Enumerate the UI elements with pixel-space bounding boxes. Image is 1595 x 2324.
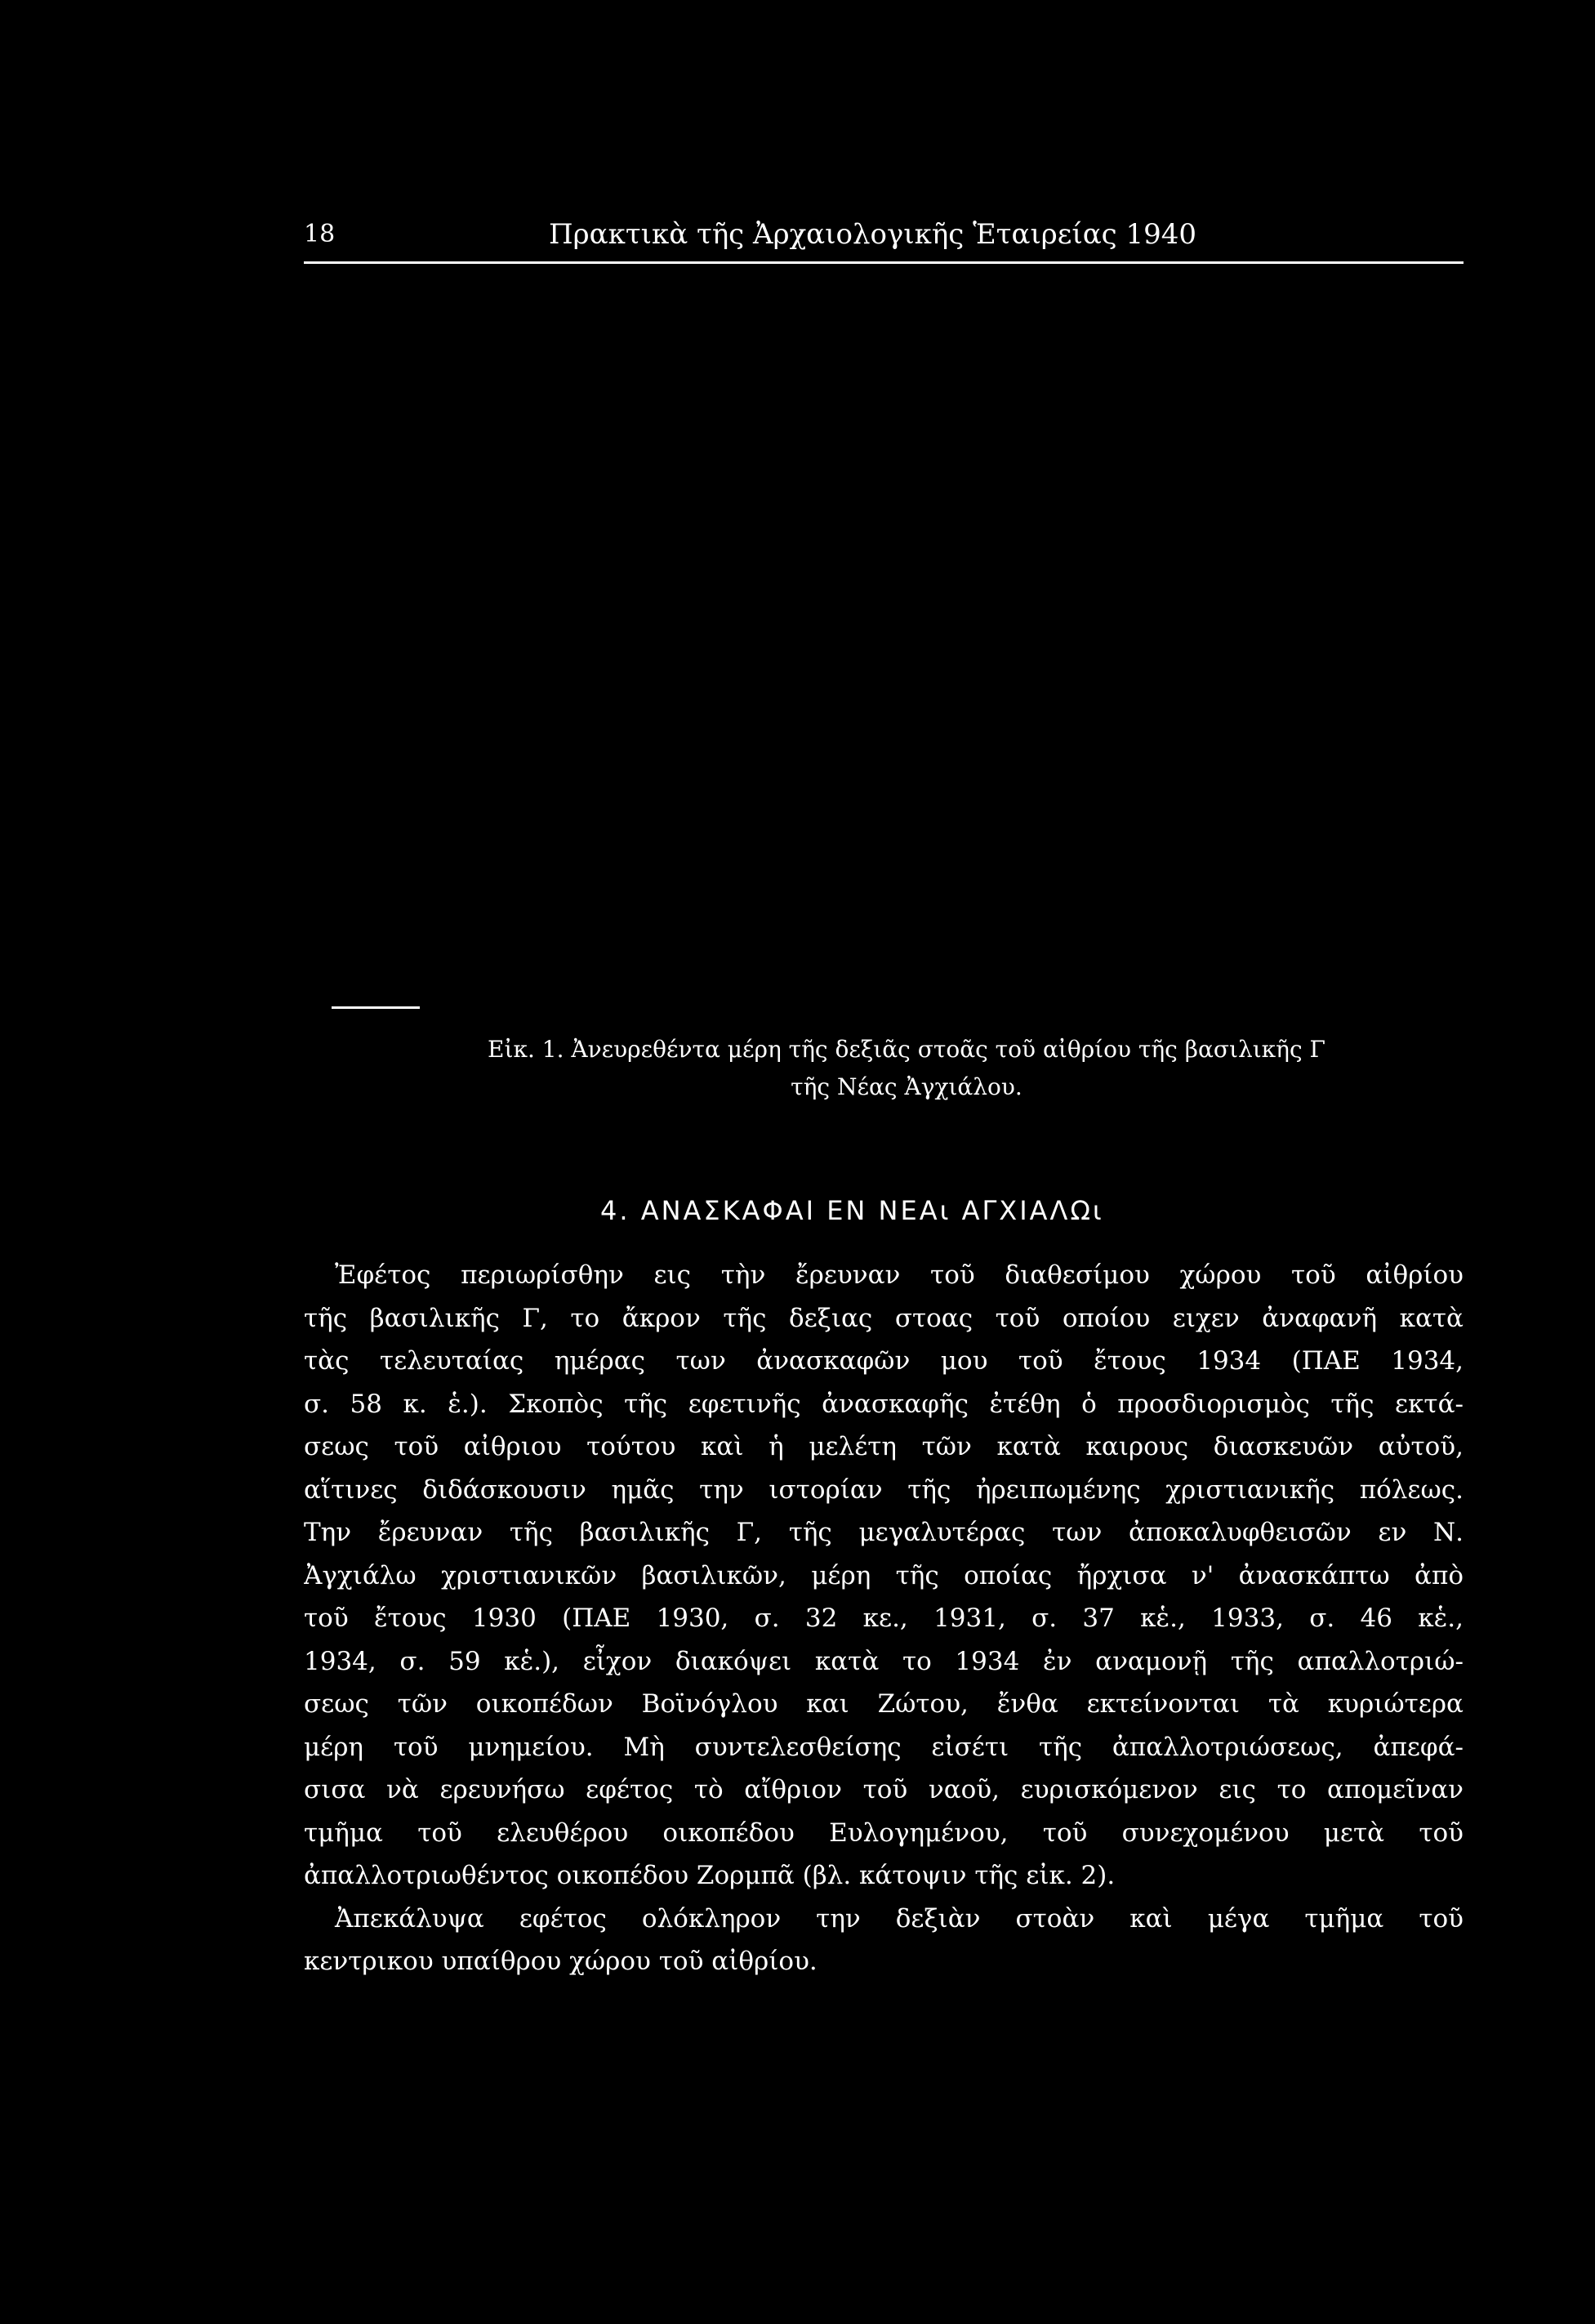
caption-line-1: Εἰκ. 1. Ἀνευρεθέντα μέρη τῆς δεξιᾶς στοᾶς τοῦ αἰθρίου τῆς βασιλικῆς Γ <box>488 1036 1325 1063</box>
body-line: Την ἔρευναν τῆς βασιλικῆς Γ, τῆς μεγαλυτέρας των ἀποκαλυφθεισῶν εν Ν. <box>304 1518 1464 1547</box>
page-number: 18 <box>304 220 336 248</box>
body-line: 1934, σ. 59 κἑ.), εἶχον διακόψει κατὰ το 1934 ἐν αναμονῇ τῆς απαλλοτριώ- <box>304 1646 1464 1676</box>
page-header <box>304 214 1464 263</box>
body-text <box>304 1254 1464 1983</box>
body-line: κεντρικου υπαίθρου χώρου τοῦ αἰθρίου. <box>304 1947 818 1976</box>
body-line: τμῆμα τοῦ ελευθέρου οικοπέδου Ευλογημένου, τοῦ συνεχομένου μετὰ τοῦ <box>304 1818 1464 1848</box>
body-line: σεως τοῦ αἰθριου τούτου καὶ ἡ μελέτη τῶν κατὰ καιρους διασκευῶν αὐτοῦ, <box>304 1432 1464 1461</box>
header-rule <box>304 261 1464 264</box>
figure-caption <box>376 1031 1437 1106</box>
body-line: τοῦ ἔτους 1930 (ΠΑΕ 1930, σ. 32 κε., 1931, σ. 37 κἑ., 1933, σ. 46 κἑ., <box>304 1604 1464 1633</box>
body-line: Ἀπεκάλυψα εφέτος ολόκληρον την δεξιὰν στοὰν καὶ μέγα τμῆμα τοῦ <box>335 1903 1464 1934</box>
caption-line-2: τῆς Νέας Ἀγχιάλου. <box>791 1073 1022 1100</box>
body-line: σεως τῶν οικοπέδων Βοϊνόγλου και Ζώτου, ἔνθα εκτείνονται τὰ κυριώτερα <box>304 1689 1464 1719</box>
body-line: Ἐφέτος περιωρίσθην εις τὴν ἔρευναν τοῦ διαθεσίμου χώρου τοῦ αἰθρίου <box>335 1260 1464 1290</box>
body-line: τῆς βασιλικῆς Γ, το ἄκρον τῆς δεξιας στοας τοῦ οποίου ειχεν ἀναφανῆ κατὰ <box>304 1303 1464 1333</box>
body-line: σισα νὰ ερευνήσω εφέτος τὸ αἴθριον τοῦ ναοῦ, ευρισκόμενον εις το απομεῖναν <box>304 1775 1464 1804</box>
body-line: αἵτινες διδάσκουσιν ημᾶς την ιστορίαν τῆς ἠρειπωμένης χριστιανικῆς πόλεως. <box>304 1474 1464 1505</box>
body-line: Ἀγχιάλω χριστιανικῶν βασιλικῶν, μέρη τῆς οποίας ἤρχισα ν' ἀνασκάπτω ἀπὸ <box>304 1560 1464 1590</box>
running-title: Πρακτικὰ τῆς Ἀρχαιολογικῆς Ἑταιρείας 1940 <box>549 218 1197 251</box>
body-line: σ. 58 κ. ἑ.). Σκοπὸς τῆς εφετινῆς ἀνασκαφῆς ἐτέθη ὁ προσδιορισμὸς τῆς εκτά- <box>304 1389 1464 1419</box>
body-line: μέρη τοῦ μνημείου. Μὴ συντελεσθείσης εἰσέτι τῆς ἀπαλλοτριώσεως, ἀπεφά- <box>304 1732 1464 1762</box>
figure-plate <box>304 282 1464 984</box>
section-heading: 4. ΑΝΑΣΚΑΦΑΙ ΕΝ ΝΕΑι ΑΓΧΙΑΛΩι <box>600 1195 1104 1226</box>
caption-rule <box>332 1006 420 1009</box>
body-line: ἀπαλλοτριωθέντος οικοπέδου Ζορμπᾶ (βλ. κάτοψιν τῆς εἰκ. 2). <box>304 1861 1116 1890</box>
body-line: τὰς τελευταίας ημέρας των ἀνασκαφῶν μου τοῦ ἔτους 1934 (ΠΑΕ 1934, <box>304 1346 1464 1376</box>
